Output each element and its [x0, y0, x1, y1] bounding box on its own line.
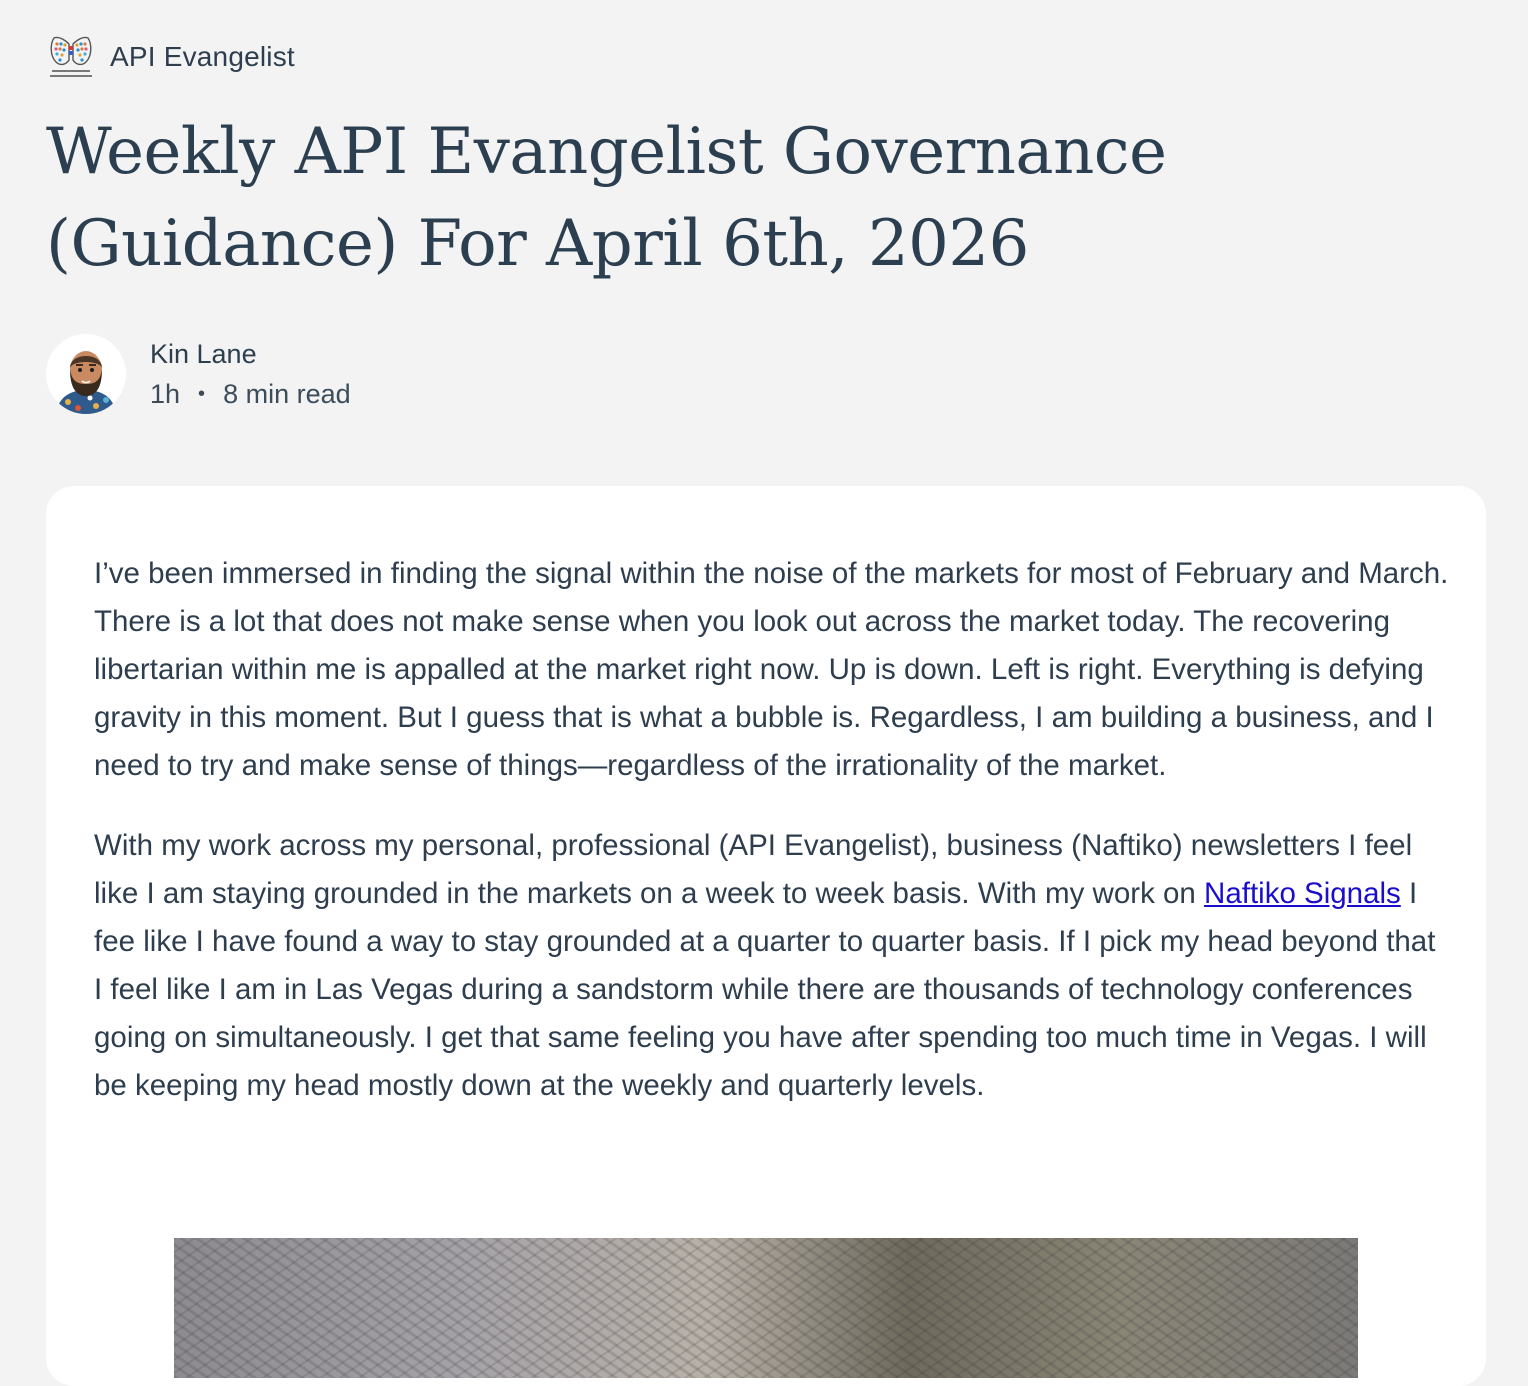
post-title: Weekly API Evangelist Governance (Guidance) For April 6th, 2026 — [46, 115, 1167, 281]
author-meta — [150, 334, 351, 414]
site-name[interactable]: API Evangelist — [110, 41, 295, 72]
byline — [46, 334, 351, 414]
site-header — [46, 32, 295, 82]
paragraph-2 — [94, 822, 1450, 1110]
api-evangelist-logo-icon[interactable] — [46, 32, 96, 82]
paragraph-2-text-before: With my work across my personal, professional (API Evangelist), business (Naftiko) newsletters I feel like I am staying grounded in the markets on a week to week basis. With my work on — [94, 829, 1413, 910]
author-avatar-illustration — [46, 334, 126, 414]
post-image — [174, 1238, 1358, 1378]
read-time: 8 min read — [223, 379, 351, 409]
post-body — [94, 550, 1450, 1142]
author-avatar[interactable] — [46, 334, 126, 414]
post-meta — [150, 374, 351, 414]
paragraph-1: I’ve been immersed in finding the signal within the noise of the markets for most of February and March. There is a lot that does not make sense when you look out across the market today. The recovering libertarian within me is appalled at the market right now. Up is down. Left is right. Everything is defying gravity in this moment. But I guess that is what a bubble is. Regardless, I am building a business, and I need to try and make sense of things—regardless of the irrationality of the market. — [94, 557, 1449, 782]
naftiko-signals-link[interactable]: Naftiko Signals — [1204, 877, 1401, 910]
author-name[interactable]: Kin Lane — [150, 339, 257, 369]
paragraph-2-text-after: I fee like I have found a way to stay grounded at a quarter to quarter basis. If I pick my head beyond that I feel like I am in Las Vegas during a sandstorm while there are thousands of technology conferences going on simultaneously. I get that same feeling you have after spending too much time in Vegas. I will be keeping my head mostly down at the weekly and quarterly levels. — [94, 877, 1436, 1102]
post-age: 1h — [150, 379, 181, 409]
post-content-card — [46, 486, 1486, 1386]
meta-separator: • — [198, 383, 206, 405]
